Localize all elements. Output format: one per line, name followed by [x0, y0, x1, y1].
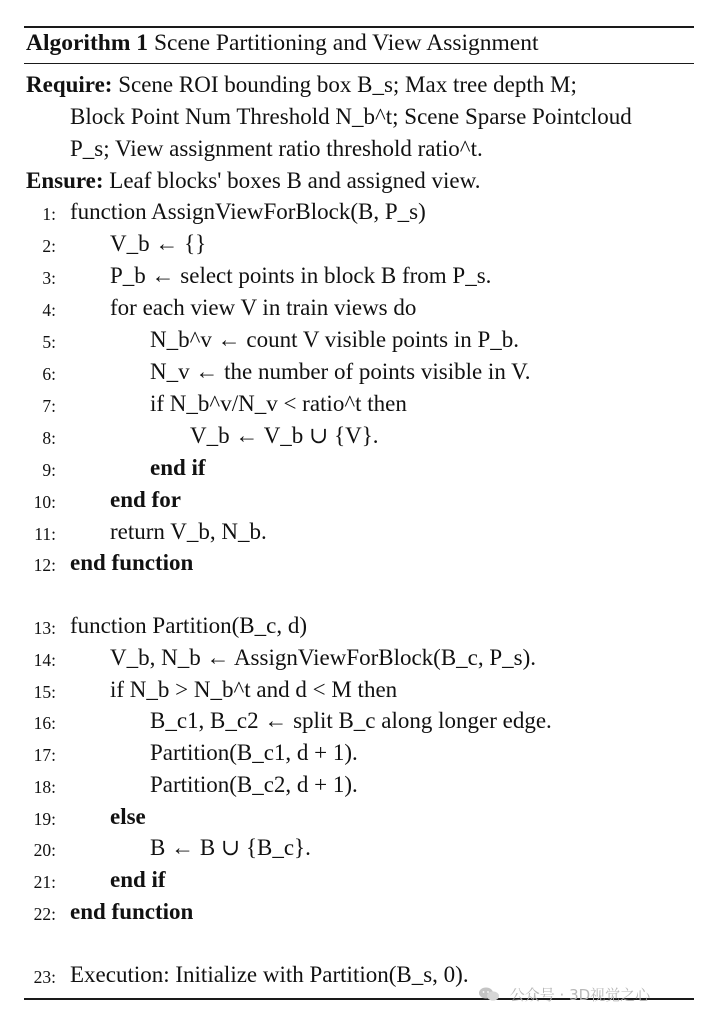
- line-number: 21:: [33, 872, 56, 892]
- ensure-line: [26, 168, 481, 194]
- line-text: Execution: Initialize with Partition(B_s, 0).: [70, 962, 469, 987]
- line-text: P_b ← select points in block B from P_s.: [110, 263, 492, 288]
- algo-line-15: [0, 677, 722, 707]
- watermark: [478, 984, 650, 1005]
- line-number: 13:: [33, 618, 56, 638]
- algo-line-22: [0, 899, 722, 929]
- line-text: function AssignViewForBlock(B, P_s): [70, 199, 426, 224]
- line-number: 11:: [34, 524, 56, 544]
- algo-line-8: [0, 423, 722, 453]
- algo-line-9: [0, 455, 722, 485]
- line-number: 4:: [42, 300, 56, 320]
- algo-line-1: [0, 199, 722, 229]
- algo-line-4: [0, 295, 722, 325]
- line-number: 20:: [33, 840, 56, 860]
- line-number: 1:: [42, 204, 56, 224]
- line-text: B_c1, B_c2 ← split B_c along longer edge.: [150, 708, 552, 733]
- line-text: N_b^v ← count V visible points in P_b.: [150, 327, 520, 352]
- line-text: B ← B ∪ {B_c}.: [150, 835, 311, 860]
- line-text: Partition(B_c1, d + 1).: [150, 740, 358, 765]
- line-text: N_v ← the number of points visible in V.: [150, 359, 531, 384]
- line-text: else: [110, 804, 146, 829]
- algo-line-10: [0, 487, 722, 517]
- top-rule: [24, 26, 694, 28]
- line-text: end for: [110, 487, 181, 512]
- line-number: 17:: [33, 745, 56, 765]
- ensure-keyword: Ensure:: [26, 168, 104, 193]
- line-number: 7:: [42, 396, 56, 416]
- line-number: 22:: [33, 904, 56, 924]
- line-text: end function: [70, 550, 194, 575]
- line-number: 15:: [33, 682, 56, 702]
- algorithm-label: Algorithm 1: [26, 30, 149, 56]
- line-text: function Partition(B_c, d): [70, 613, 307, 638]
- algo-line-11: [0, 519, 722, 549]
- line-text: return V_b, N_b.: [110, 519, 267, 544]
- require-line-1: [26, 72, 577, 98]
- algo-line-13: [0, 613, 722, 643]
- line-text: if N_b^v/N_v < ratio^t then: [150, 391, 407, 416]
- algo-line-5: [0, 327, 722, 357]
- line-text: V_b, N_b ← AssignViewForBlock(B_c, P_s).: [110, 645, 537, 670]
- require-text-1: Scene ROI bounding box B_s; Max tree depth M;: [118, 72, 577, 97]
- line-number: 10:: [33, 492, 56, 512]
- require-line-2: Block Point Num Threshold N_b^t; Scene Sparse Pointcloud: [70, 104, 632, 129]
- ensure-text: Leaf blocks' boxes B and assigned view.: [109, 168, 481, 193]
- algo-line-7: [0, 391, 722, 421]
- algo-line-6: [0, 359, 722, 389]
- line-text: end if: [150, 455, 206, 480]
- line-text: end if: [110, 867, 166, 892]
- line-number: 19:: [33, 809, 56, 829]
- algo-line-18: [0, 772, 722, 802]
- algo-line-21: [0, 867, 722, 897]
- algo-line-2: [0, 231, 722, 261]
- line-number: 9:: [42, 460, 56, 480]
- line-text: end function: [70, 899, 194, 924]
- header-rule: [24, 63, 694, 64]
- line-number: 18:: [33, 777, 56, 797]
- line-number: 8:: [42, 428, 56, 448]
- line-text: for each view V in train views do: [110, 295, 417, 320]
- algo-line-20: [0, 835, 722, 865]
- line-number: 16:: [33, 713, 56, 733]
- algo-line-12: [0, 550, 722, 580]
- line-text: V_b ← V_b ∪ {V}.: [190, 423, 379, 448]
- algo-line-3: [0, 263, 722, 293]
- algo-line-16: [0, 708, 722, 738]
- algorithm-title: [26, 30, 539, 57]
- line-number: 6:: [42, 364, 56, 384]
- algo-line-14: [0, 645, 722, 675]
- algorithm-name: Scene Partitioning and View Assignment: [153, 30, 539, 56]
- require-keyword: Require:: [26, 72, 113, 97]
- line-number: 2:: [42, 236, 56, 256]
- line-number: 12:: [33, 555, 56, 575]
- wechat-icon: [478, 986, 500, 1002]
- line-number: 5:: [42, 332, 56, 352]
- algo-line-17: [0, 740, 722, 770]
- line-number: 23:: [33, 967, 56, 987]
- require-line-3: P_s; View assignment ratio threshold ratio^t.: [70, 136, 483, 161]
- algo-line-19: [0, 804, 722, 834]
- line-text: Partition(B_c2, d + 1).: [150, 772, 358, 797]
- line-number: 3:: [42, 268, 56, 288]
- line-text: V_b ← {}: [110, 231, 207, 256]
- watermark-text: 公众号 · 3D视觉之心: [509, 986, 651, 1004]
- line-number: 14:: [33, 650, 56, 670]
- line-text: if N_b > N_b^t and d < M then: [110, 677, 398, 702]
